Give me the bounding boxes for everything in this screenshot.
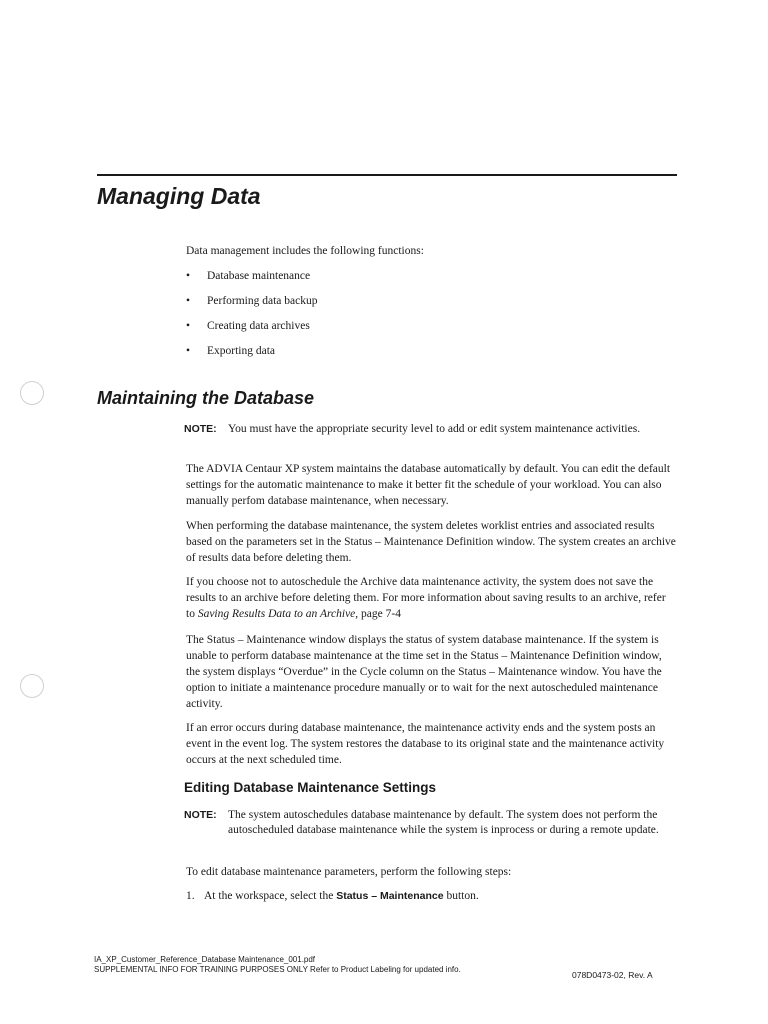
chapter-rule (97, 174, 677, 176)
chapter-title: Managing Data (97, 183, 261, 209)
paragraph-status-window: The Status – Maintenance window displays the status of system database maintenance. If the system is unable to perform database maintenance at the time set in the Status – Maintenance Definition window, the system displays “Overdue” in the Cycle column on the Status – Maintenance window. You have the option to initiate a maintenance procedure manually or to wait for the next autoscheduled maintenance activity. (186, 634, 662, 710)
step-text: At the workspace, select the (204, 890, 337, 902)
footer-filename: IA_XP_Customer_Reference_Database Maintenance_001.pdf (94, 955, 316, 964)
paragraph-automatic-maintenance: The ADVIA Centaur XP system maintains the database automatically by default. You can edit the default settings for the automatic maintenance to make it better fit the schedule of your workload. You can also manually perfom database maintenance, when necessary. (186, 463, 671, 507)
footer-doc-number: 078D0473-02, Rev. A (572, 970, 653, 980)
security-note (184, 422, 678, 437)
steps-intro: To edit database maintenance parameters, perform the following steps: (186, 866, 512, 878)
step-number: 1. (186, 890, 195, 902)
binder-hole (20, 381, 44, 405)
paragraph-deletion: When performing the database maintenance, the system deletes worklist entries and associated results based on the parameters set in the Status – Maintenance Definition window. The system creates an archive of results data before deleting them. (186, 520, 676, 564)
step-text-end: button. (443, 890, 479, 902)
page-reference: , page 7-4 (355, 608, 401, 620)
note-text: The system autoschedules database maintenance by default. The system does not perform the autoscheduled database maintenance while the system is inprocess or during a remote update. (228, 809, 659, 836)
paragraph-archive (186, 574, 676, 622)
list-item: • Performing data backup (186, 293, 318, 318)
note-label: NOTE: (184, 809, 217, 821)
note-text: You must have the appropriate security level to add or edit system maintenance activities. (228, 423, 641, 435)
intro-paragraph: Data management includes the following functions: (186, 245, 424, 257)
list-item: • Database maintenance (186, 268, 318, 293)
list-item: • Exporting data (186, 343, 318, 368)
note-label: NOTE: (184, 423, 217, 435)
functions-list (186, 268, 318, 368)
step-1 (186, 888, 479, 904)
paragraph-text: If you choose not to autoschedule the Archive data maintenance activity, the system does not save the results to an archive before deleting them. For more information about saving results to an archive, refer to (186, 576, 666, 620)
list-item: • Creating data archives (186, 318, 318, 343)
section-title: Maintaining the Database (97, 388, 315, 408)
subsection-title: Editing Database Maintenance Settings (184, 780, 437, 795)
footer-supplemental: SUPPLEMENTAL INFO FOR TRAINING PURPOSES ONLY Refer to Product Labeling for updated info. (94, 965, 461, 974)
button-name: Status – Maintenance (336, 890, 444, 902)
cross-reference-link: Saving Results Data to an Archive (197, 608, 356, 620)
binder-hole (20, 674, 44, 698)
autoschedule-note (184, 808, 678, 838)
paragraph-error: If an error occurs during database maintenance, the maintenance activity ends and the system posts an event in the event log. The system restores the database to its original state and the maintenance activity occurs at the next scheduled time. (186, 722, 665, 766)
